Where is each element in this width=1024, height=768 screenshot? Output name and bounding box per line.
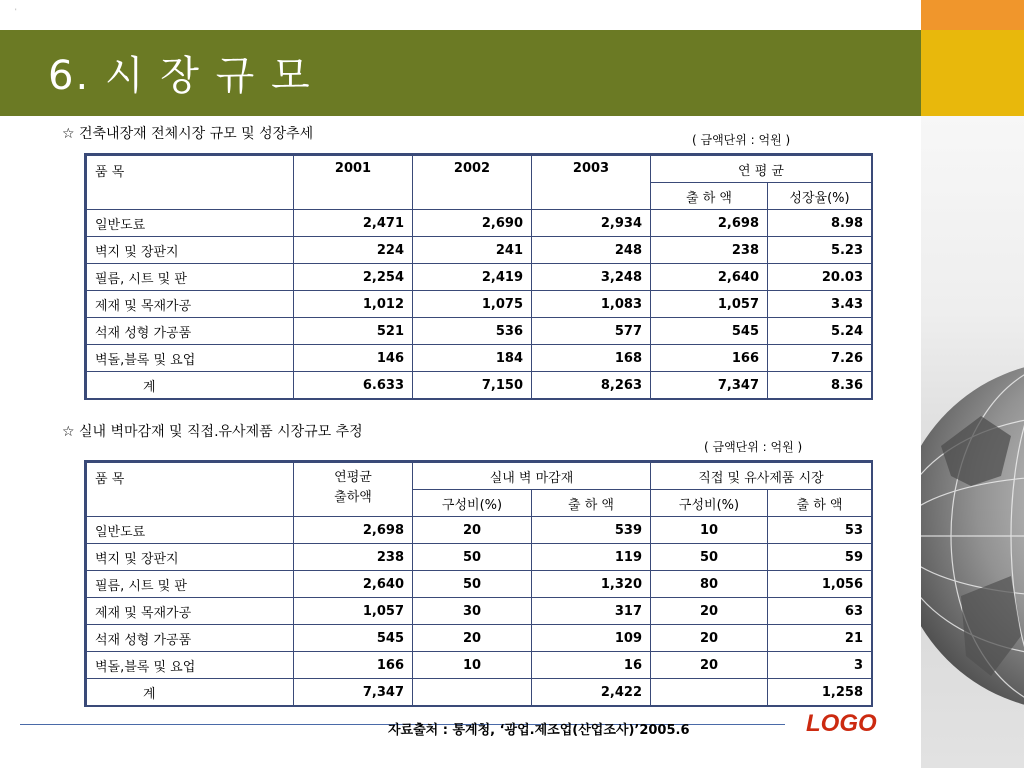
header-average-line2: 출하액 [334,490,372,505]
header-direct-shipment: 출 하 액 [768,490,872,517]
table-row [87,345,872,372]
corner-mark: ' [15,8,17,15]
cell-2001: 521 [294,318,413,345]
wall-finish-table [84,460,873,707]
cell-direct-ratio: 20 [651,625,768,652]
section2-heading: ☆ 실내 벽마감재 및 직접.유사제품 시장규모 추정 [62,424,363,440]
cell-direct-shipment: 3 [768,652,872,679]
cell-2003: 168 [532,345,651,372]
header-item: 품 목 [87,463,294,517]
table-row [87,517,872,544]
cell-direct-shipment: 59 [768,544,872,571]
cell-growth: 5.23 [768,237,872,264]
cell-shipment: 2,640 [651,264,768,291]
cell-shipment: 1,057 [651,291,768,318]
cell-2001: 224 [294,237,413,264]
cell-interior-shipment: 539 [532,517,651,544]
cell-interior-shipment: 109 [532,625,651,652]
row-item: 벽지 및 장판지 [87,544,294,571]
total-growth: 8.36 [768,372,872,399]
cell-direct-shipment: 1,056 [768,571,872,598]
header-growth: 성장율(%) [768,183,872,210]
cell-2001: 1,012 [294,291,413,318]
header-item: 품 목 [87,156,294,210]
header-average-shipment [294,463,413,517]
row-item: 벽지 및 장판지 [87,237,294,264]
total-row [87,679,872,706]
cell-average: 166 [294,652,413,679]
table-row [87,318,872,345]
cell-average: 1,057 [294,598,413,625]
header-2001: 2001 [294,156,413,210]
row-item: 제재 및 목재가공 [87,598,294,625]
total-interior-shipment: 2,422 [532,679,651,706]
cell-2001: 2,254 [294,264,413,291]
row-item: 석재 성형 가공품 [87,318,294,345]
cell-interior-shipment: 119 [532,544,651,571]
cell-interior-shipment: 317 [532,598,651,625]
section1-heading: ☆ 건축내장재 전체시장 규모 및 성장추세 [62,126,314,142]
cell-direct-shipment: 63 [768,598,872,625]
cell-interior-ratio: 50 [413,571,532,598]
globe-icon [921,116,1024,768]
market-size-table [84,153,873,400]
row-item: 일반도료 [87,517,294,544]
total-label: 계 [87,372,294,399]
table-row [87,237,872,264]
cell-2003: 577 [532,318,651,345]
cell-growth: 8.98 [768,210,872,237]
cell-average: 2,698 [294,517,413,544]
table-row [87,598,872,625]
total-direct-shipment: 1,258 [768,679,872,706]
header-2003: 2003 [532,156,651,210]
header-interior-ratio: 구성비(%) [413,490,532,517]
row-item: 벽돌,블록 및 요업 [87,652,294,679]
total-label: 계 [87,679,294,706]
total-2001: 6.633 [294,372,413,399]
cell-2002: 2,690 [413,210,532,237]
table-row [87,652,872,679]
cell-growth: 20.03 [768,264,872,291]
cell-interior-ratio: 10 [413,652,532,679]
cell-2002: 241 [413,237,532,264]
section2-unit: ( 금액단위 : 억원 ) [704,440,803,454]
cell-2003: 1,083 [532,291,651,318]
decor-orange-block [921,0,1024,30]
header-interior-shipment: 출 하 액 [532,490,651,517]
cell-interior-shipment: 1,320 [532,571,651,598]
slide-title: 6. 시 장 규 모 [48,53,312,99]
cell-2003: 2,934 [532,210,651,237]
header-average: 연 평 균 [651,156,872,183]
cell-growth: 5.24 [768,318,872,345]
total-average: 7,347 [294,679,413,706]
cell-shipment: 238 [651,237,768,264]
row-item: 제재 및 목재가공 [87,291,294,318]
table-row [87,264,872,291]
cell-average: 2,640 [294,571,413,598]
logo: LOGO [806,710,877,737]
cell-interior-ratio: 20 [413,625,532,652]
cell-2002: 1,075 [413,291,532,318]
header-direct-similar: 직접 및 유사제품 시장 [651,463,872,490]
total-row [87,372,872,399]
total-interior-ratio [413,679,532,706]
cell-shipment: 2,698 [651,210,768,237]
cell-2001: 146 [294,345,413,372]
cell-average: 545 [294,625,413,652]
cell-shipment: 166 [651,345,768,372]
cell-growth: 7.26 [768,345,872,372]
cell-2001: 2,471 [294,210,413,237]
row-item: 일반도료 [87,210,294,237]
row-item: 필름, 시트 및 판 [87,571,294,598]
cell-shipment: 545 [651,318,768,345]
row-item: 벽돌,블록 및 요업 [87,345,294,372]
row-item: 석재 성형 가공품 [87,625,294,652]
cell-2003: 248 [532,237,651,264]
cell-interior-ratio: 30 [413,598,532,625]
header-shipment: 출 하 액 [651,183,768,210]
cell-direct-ratio: 10 [651,517,768,544]
total-direct-ratio [651,679,768,706]
table-row [87,291,872,318]
decor-yellow-block [921,30,1024,116]
cell-direct-ratio: 20 [651,652,768,679]
total-2002: 7,150 [413,372,532,399]
cell-direct-ratio: 80 [651,571,768,598]
table-row [87,625,872,652]
header-average-line1: 연평균 [334,470,372,485]
table-row [87,544,872,571]
cell-average: 238 [294,544,413,571]
total-2003: 8,263 [532,372,651,399]
total-shipment: 7,347 [651,372,768,399]
globe-image [921,116,1024,768]
cell-direct-shipment: 53 [768,517,872,544]
footer-source: 자료출처 : 통계청, ‘광업.제조업(산업조사)’2005.6 [388,723,690,738]
header-2002: 2002 [413,156,532,210]
cell-2002: 2,419 [413,264,532,291]
cell-interior-ratio: 20 [413,517,532,544]
section1-unit: ( 금액단위 : 억원 ) [692,133,791,147]
cell-2002: 184 [413,345,532,372]
cell-direct-ratio: 20 [651,598,768,625]
cell-direct-ratio: 50 [651,544,768,571]
header-direct-ratio: 구성비(%) [651,490,768,517]
table-row [87,571,872,598]
cell-interior-ratio: 50 [413,544,532,571]
table-row [87,210,872,237]
cell-2002: 536 [413,318,532,345]
cell-growth: 3.43 [768,291,872,318]
header-interior-wall: 실내 벽 마감재 [413,463,651,490]
cell-direct-shipment: 21 [768,625,872,652]
cell-2003: 3,248 [532,264,651,291]
row-item: 필름, 시트 및 판 [87,264,294,291]
cell-interior-shipment: 16 [532,652,651,679]
